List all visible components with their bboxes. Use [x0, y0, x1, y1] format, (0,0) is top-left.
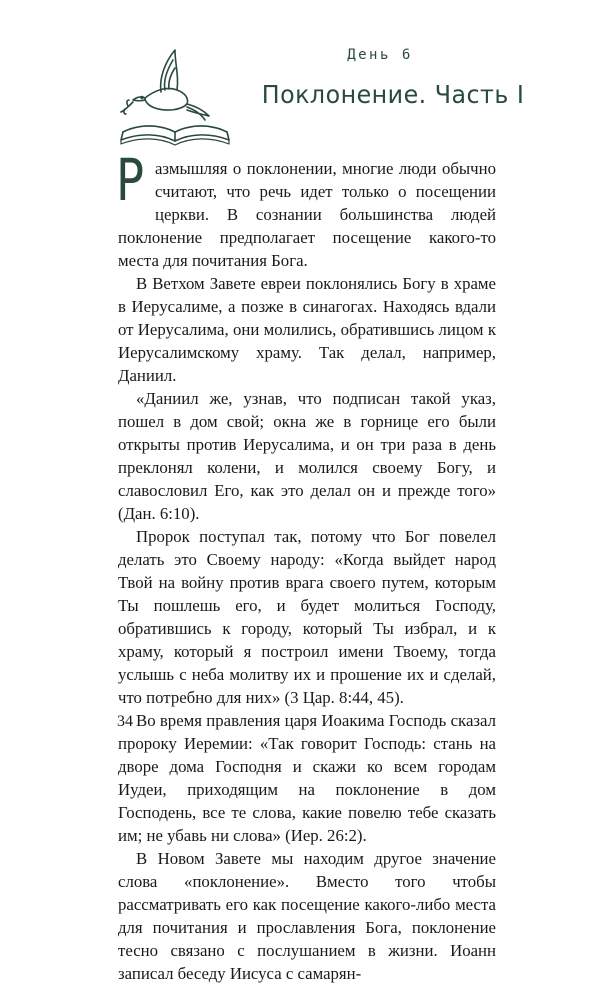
body-text	[116, 146, 496, 985]
paragraph: Во время правления царя Иоакима Господь сказал пророку Иеремии: «Так говорит Господь: стань на дворе дома Господня и скажи ко всем городам Иудеи, приходящим на поклонение в дом Господень, все те слова, какие повелю тебе сказать им; не убавь ни слова» (Иер. 26:2).	[118, 711, 496, 845]
dove-over-open-book-icon	[115, 40, 235, 152]
paragraph: В Новом Завете мы находим другое значение слова «поклонение». Вместо того чтобы рассматривать его как посещение какого-либо места для почитания и прославления Бога, поклонение тесно связано с послушанием в жизни. Иоанн записал беседу Иисуса с самарян-	[118, 849, 496, 983]
drop-cap: Р	[116, 146, 144, 214]
paragraph: Пророк поступал так, потому что Бог повелел делать это Своему народу: «Когда выйдет народ Твой на войну против врага своего путем, которым Ты пошлешь его, и будет молиться Господу, обратившись к городу, который Ты избрал, и к храму, который я построил имени Твоему, тогда услышь с неба молитву их и прошение их и сделай, что потребно для них» (3 Цар. 8:44, 45).	[118, 527, 496, 707]
paragraph: В Ветхом Завете евреи поклонялись Богу в храме в Иерусалиме, а позже в синагогах. Находясь вдали от Иерусалима, они молились, обратившись лицом к Иерусалимскому храму. Так делал, например, Даниил.	[118, 274, 496, 385]
paragraph: «Даниил же, узнав, что подписан такой указ, пошел в дом свой; окна же в горнице его были открыты против Иерусалима, и он три раза в день преклонял колени, и молился своему Богу, и славословил Его, как это делал он и прежде того» (Дан. 6:10).	[118, 389, 496, 523]
page-number: 34	[117, 713, 133, 730]
paragraph: Размышляя о поклонении, многие люди обычно считают, что речь идет только о посещении церкви. В сознании большинства людей поклонение предполагает посещение какого-то места для почитания Бога.	[116, 146, 496, 270]
chapter-title: Поклонение. Часть I	[261, 80, 525, 109]
day-label: День 6	[347, 47, 413, 63]
